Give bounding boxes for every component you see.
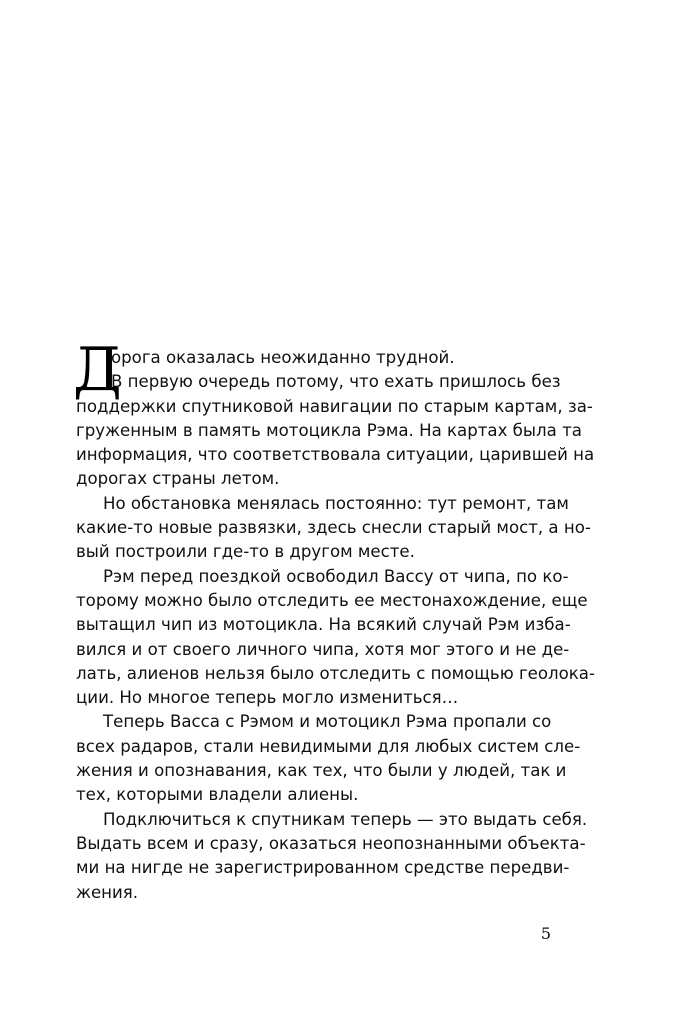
paragraph-line: вытащил чип из мотоцикла. На всякий случай Рэм изба- <box>76 615 571 635</box>
paragraph-4 <box>76 710 581 807</box>
paragraph-3 <box>76 565 595 711</box>
paragraph-line: жения. <box>76 882 139 902</box>
paragraph-line: поддержки спутниковой навигации по старым картам, за- <box>76 396 593 416</box>
paragraph-2 <box>76 492 591 565</box>
paragraph-line: В первую очередь потому, что ехать пришлось без <box>111 372 561 392</box>
paragraph-line: Выдать всем и сразу, оказаться неопознанными объекта- <box>76 833 586 853</box>
paragraph-line: всех радаров, стали невидимыми для любых систем сле- <box>76 736 581 756</box>
paragraph-line: жения и опознавания, как тех, что были у людей, так и <box>76 761 567 781</box>
paragraph-line: дорогах страны летом. <box>76 469 280 489</box>
paragraph-line: вый построили где-то в другом месте. <box>76 542 415 562</box>
paragraph-line: ми на нигде не зарегистрированном средстве передви- <box>76 858 570 878</box>
paragraph-line: тех, которыми владели алиены. <box>76 785 359 805</box>
paragraph-line: груженным в память мотоцикла Рэма. На картах была та <box>76 420 582 440</box>
drop-cap: Д <box>73 335 122 405</box>
paragraph-line: лать, алиенов нельзя было отследить с помощью геолока- <box>76 663 595 683</box>
paragraph-line: торому можно было отследить ее местонахождение, еще <box>76 590 588 610</box>
paragraph-line: Рэм перед поездкой освободил Вассу от чипа, по ко- <box>103 566 569 586</box>
paragraph-line: Теперь Васса с Рэмом и мотоцикл Рэма пропали со <box>103 712 552 732</box>
paragraph-line: какие-то новые развязки, здесь снесли старый мост, а но- <box>76 518 591 538</box>
paragraph-1 <box>73 335 595 492</box>
paragraph-line: Подключиться к спутникам теперь — это выдать себя. <box>103 809 588 829</box>
main-text <box>73 335 595 905</box>
paragraph-line: Но обстановка менялась постоянно: тут ремонт, там <box>103 493 569 513</box>
paragraph-5 <box>76 808 588 905</box>
paragraph-line: информация, что соответствовала ситуации, царившей на <box>76 445 595 465</box>
paragraph-line: орога оказалась неожиданно трудной. <box>111 348 455 367</box>
page-number: 5 <box>540 924 551 943</box>
paragraph-line: вился и от своего личного чипа, хотя мог этого и не де- <box>76 639 570 659</box>
paragraph-line: ции. Но многое теперь могло измениться… <box>76 688 459 708</box>
